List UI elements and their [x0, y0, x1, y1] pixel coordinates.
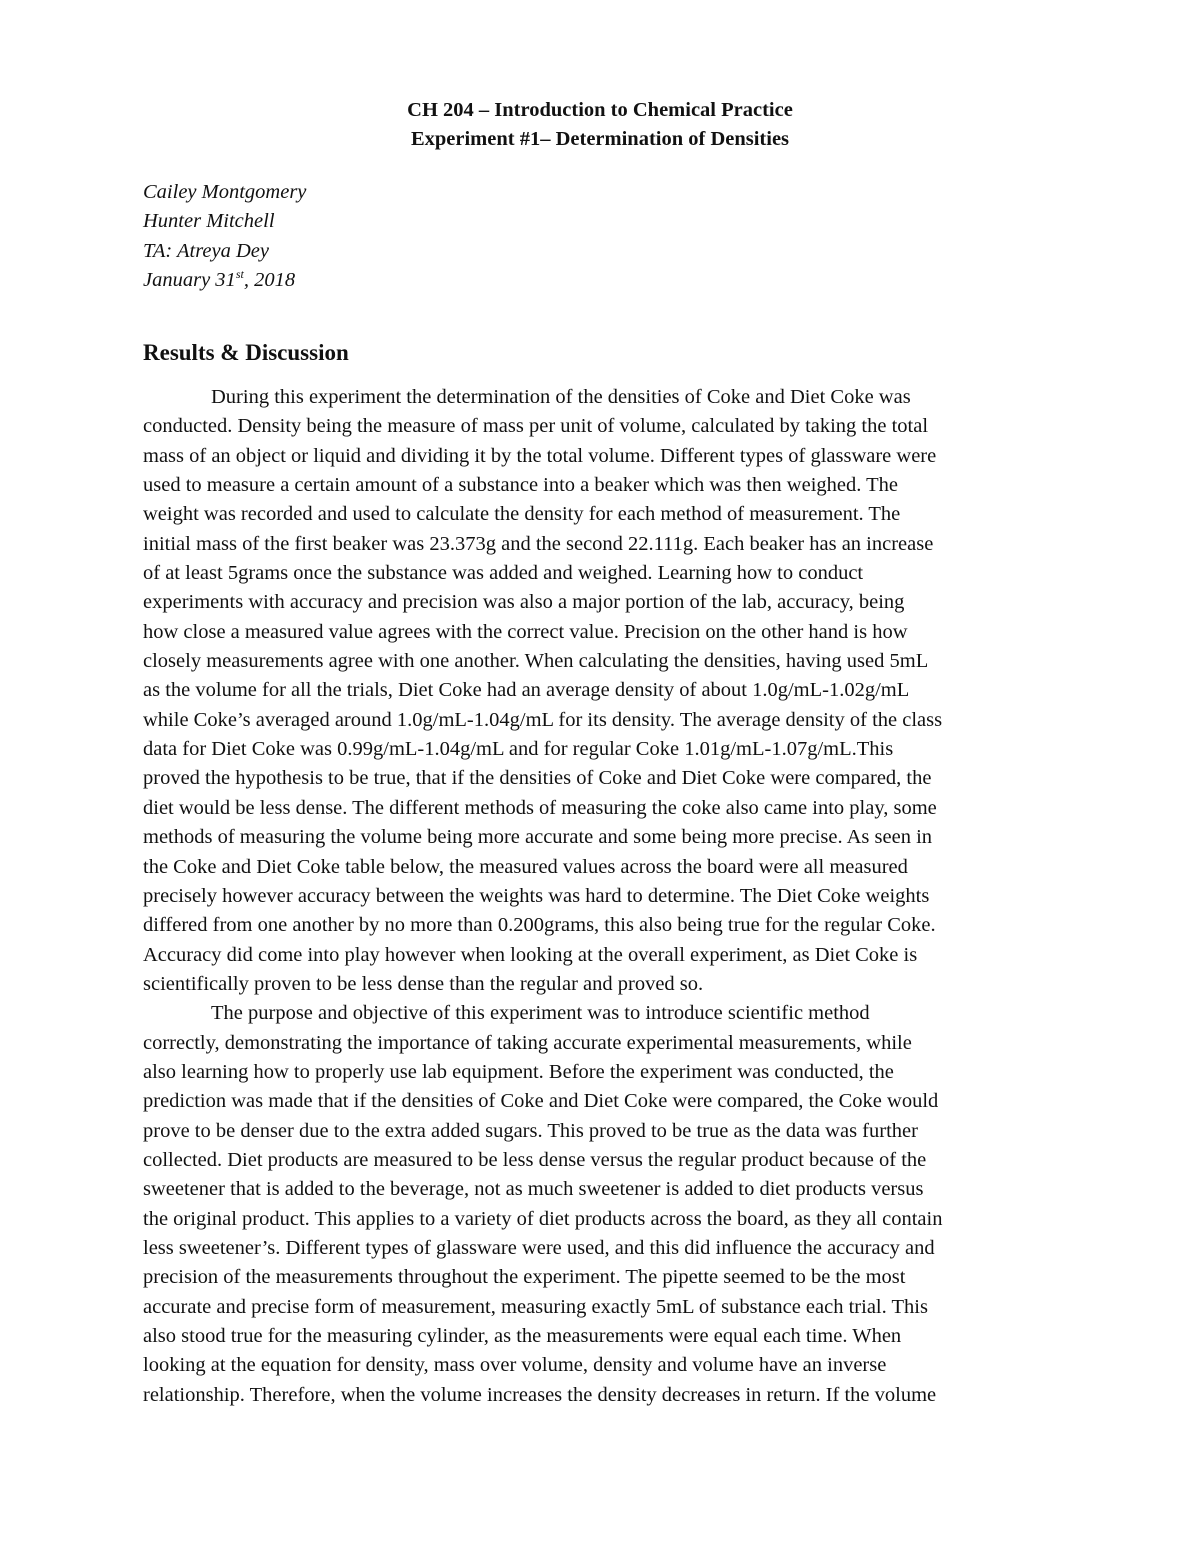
- paragraph-line: methods of measuring the volume being more accurate and some being more precise. As seen in: [143, 826, 933, 849]
- paragraph-line: conducted. Density being the measure of mass per unit of volume, calculated by taking the total: [143, 415, 929, 438]
- paragraph-line: precision of the measurements throughout the experiment. The pipette seemed to be the most: [143, 1266, 906, 1289]
- document-title: [0, 96, 1200, 154]
- course-title: CH 204 – Introduction to Chemical Practice: [407, 99, 793, 121]
- paragraph-line: data for Diet Coke was 0.99g/mL-1.04g/mL and for regular Coke 1.01g/mL-1.07g/mL.This: [143, 738, 894, 761]
- experiment-title: Experiment #1– Determination of Densities: [410, 128, 790, 150]
- paragraph-line: of at least 5grams once the substance was added and weighed. Learning how to conduct: [143, 562, 864, 585]
- paragraph-line: During this experiment the determination of the densities of Coke and Diet Coke was: [211, 386, 911, 408]
- paragraph-line: differed from one another by no more than 0.200grams, this also being true for the regular Coke.: [143, 914, 936, 937]
- paragraph-line: less sweetener’s. Different types of glassware were used, and this did influence the accuracy and: [143, 1236, 935, 1259]
- paragraph-line: prediction was made that if the densities of Coke and Diet Coke were compared, the Coke would: [143, 1090, 939, 1113]
- paragraph-line: correctly, demonstrating the importance of taking accurate experimental measurements, while: [143, 1031, 912, 1054]
- paragraph-line: while Coke’s averaged around 1.0g/mL-1.04g/mL for its density. The average density of the class: [143, 708, 943, 731]
- paragraph-line: Accuracy did come into play however when looking at the overall experiment, as Diet Coke is: [143, 943, 918, 966]
- paragraph-line: how close a measured value agrees with the correct value. Precision on the other hand is how: [143, 620, 908, 643]
- paragraph-line: accurate and precise form of measurement, measuring exactly 5mL of substance each trial. This: [143, 1295, 928, 1318]
- paragraph-line: relationship. Therefore, when the volume increases the density decreases in return. If the volume: [143, 1383, 937, 1406]
- paragraph-line: precisely however accuracy between the weights was hard to determine. The Diet Coke weights: [143, 884, 930, 907]
- paragraph-line: the original product. This applies to a variety of diet products across the board, as they all contain: [143, 1207, 943, 1230]
- paragraph-line: mass of an object or liquid and dividing it by the total volume. Different types of glassware were: [143, 444, 937, 467]
- body-text: [143, 383, 1063, 1410]
- paragraph-line: also stood true for the measuring cylinder, as the measurements were equal each time. When: [143, 1325, 902, 1347]
- paragraph-line: experiments with accuracy and precision was also a major portion of the lab, accuracy, being: [143, 591, 905, 614]
- paragraph-line: scientifically proven to be less dense than the regular and proved so.: [143, 972, 704, 995]
- paragraph-1: [143, 383, 1063, 999]
- author-block: [143, 178, 306, 295]
- author-name: Cailey Montgomery: [143, 181, 307, 203]
- paragraph-line: looking at the equation for density, mass over volume, density and volume have an inverse: [143, 1354, 887, 1377]
- date-ordinal: st: [235, 267, 244, 282]
- paragraph-line: closely measurements agree with one another. When calculating the densities, having used 5mL: [143, 650, 929, 673]
- paragraph-line: diet would be less dense. The different methods of measuring the coke also came into play, some: [143, 796, 937, 819]
- report-date: [143, 266, 306, 295]
- paragraph-line: proved the hypothesis to be true, that if the densities of Coke and Diet Coke were compared, the: [143, 767, 932, 790]
- paragraph-line: used to measure a certain amount of a substance into a beaker which was then weighed. The: [143, 474, 899, 497]
- date-year: , 2018: [243, 268, 296, 291]
- paragraph-2: [143, 999, 1063, 1410]
- paragraph-line: as the volume for all the trials, Diet Coke had an average density of about 1.0g/mL-1.02g/mL: [143, 679, 910, 702]
- paragraph-line: the Coke and Diet Coke table below, the measured values across the board were all measured: [143, 855, 908, 878]
- author-name: Hunter Mitchell: [143, 210, 275, 233]
- paragraph-line: The purpose and objective of this experiment was to introduce scientific method: [211, 1002, 870, 1025]
- paragraph-line: also learning how to properly use lab equipment. Before the experiment was conducted, the: [143, 1060, 894, 1083]
- paragraph-line: collected. Diet products are measured to be less dense versus the regular product because of the: [143, 1148, 927, 1171]
- paragraph-line: initial mass of the first beaker was 23.373g and the second 22.111g. Each beaker has an increase: [143, 532, 934, 555]
- section-heading: Results & Discussion: [143, 340, 349, 365]
- date-month-day: January 31: [143, 268, 236, 291]
- ta-name: TA: Atreya Dey: [143, 239, 269, 262]
- paragraph-line: prove to be denser due to the extra added sugars. This proved to be true as the data was further: [143, 1119, 918, 1142]
- paragraph-line: sweetener that is added to the beverage, not as much sweetener is added to diet products versus: [143, 1178, 924, 1201]
- paragraph-line: weight was recorded and used to calculate the density for each method of measurement. The: [143, 503, 901, 526]
